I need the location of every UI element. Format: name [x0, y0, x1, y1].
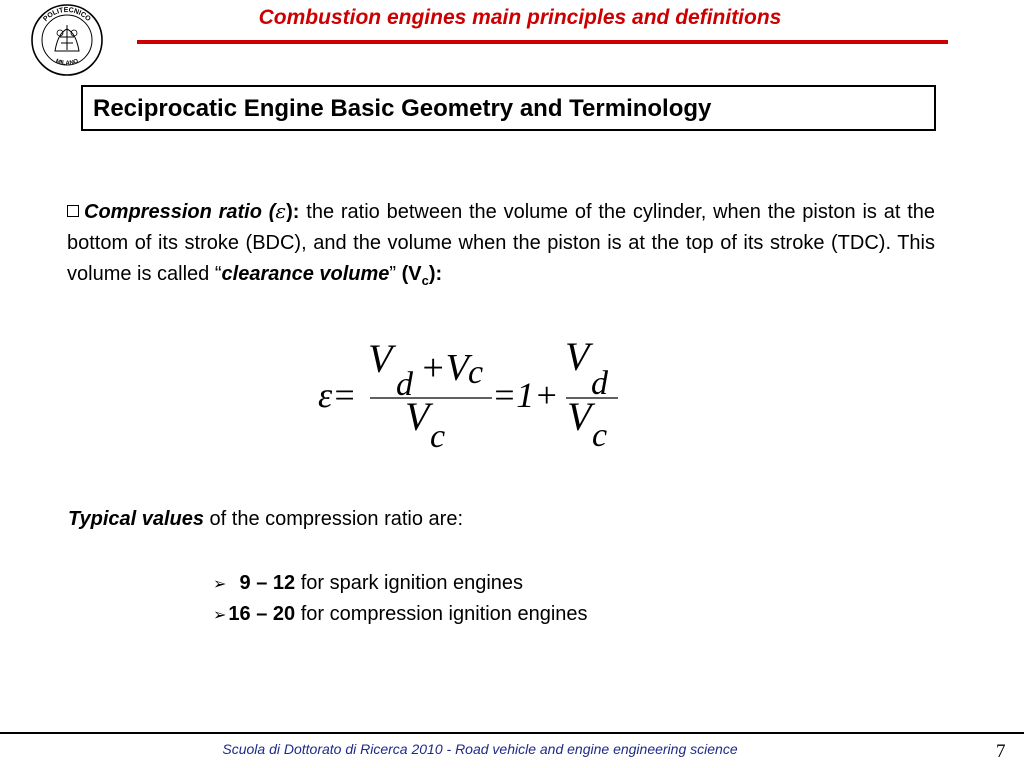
- spark-ignition-desc: for spark ignition engines: [295, 572, 524, 594]
- svg-text:MILANO: [55, 58, 80, 66]
- logo-ring-text: POLITECNICO: [42, 6, 92, 24]
- page-number: 7: [996, 741, 1006, 762]
- header-title: Combustion engines main principles and definitions: [258, 6, 782, 29]
- definition-text-after: ”: [389, 263, 402, 285]
- vc-close: ):: [428, 263, 443, 285]
- formula-den2-v: V: [567, 394, 592, 439]
- formula-num1-v: V: [368, 336, 393, 381]
- formula-den1-sub: c: [430, 418, 446, 455]
- clearance-volume-term: clearance volume: [221, 263, 390, 285]
- logo-city-text: MILANO: [54, 58, 80, 67]
- footer-text: Scuola di Dottorato di Ricerca 2010 - Road vehicle and engine engineering science: [222, 741, 738, 757]
- formula-num2-v: V: [565, 334, 590, 379]
- compression-ignition-range: 16 – 20: [228, 603, 296, 625]
- header-rule: [137, 40, 948, 44]
- compression-ratio-list: [213, 568, 588, 630]
- formula-num2-sub: d: [591, 365, 608, 402]
- definition-text: the ratio between the volume of the cylinder, when the piston is at the bottom of its stroke (BDC), and the volume when the piston is at the top of its stroke (TDC). This volume is called “: [67, 201, 935, 285]
- typical-values-rest: of the compression ratio are:: [204, 508, 464, 530]
- arrow-bullet-icon: ➢: [213, 574, 227, 593]
- footer-rule: [0, 732, 1024, 734]
- compression-ignition-desc: for compression ignition engines: [295, 603, 588, 625]
- slide-title-box: [81, 85, 936, 131]
- vc-open: (V: [401, 263, 422, 285]
- definition-term-close: ):: [286, 201, 300, 223]
- formula-num1-sub: d: [396, 366, 413, 403]
- list-item: [213, 568, 588, 599]
- typical-values-lead: Typical values: [68, 508, 204, 530]
- formula-den1-v: V: [405, 394, 430, 439]
- politecnico-seal-icon: [30, 3, 104, 77]
- definition-paragraph: [67, 196, 935, 296]
- typical-values-line: [68, 508, 463, 531]
- arrow-bullet-icon: ➢: [213, 605, 227, 624]
- slide-title: Reciprocatic Engine Basic Geometry and Terminology: [93, 95, 712, 122]
- formula-num1-sub2: c: [468, 354, 484, 391]
- vc-subscript: c: [421, 273, 429, 288]
- epsilon-symbol: ε: [275, 199, 287, 223]
- formula-den2-sub: c: [592, 417, 608, 454]
- definition-term: Compression ratio (: [84, 201, 276, 223]
- formula-num1-plus: +V: [420, 347, 469, 389]
- list-item: [213, 599, 588, 630]
- formula-mid: =1+: [492, 375, 559, 415]
- spark-ignition-range: 9 – 12: [239, 572, 296, 594]
- formula-lhs: ε=: [318, 375, 357, 415]
- checkbox-bullet-icon: [67, 205, 79, 217]
